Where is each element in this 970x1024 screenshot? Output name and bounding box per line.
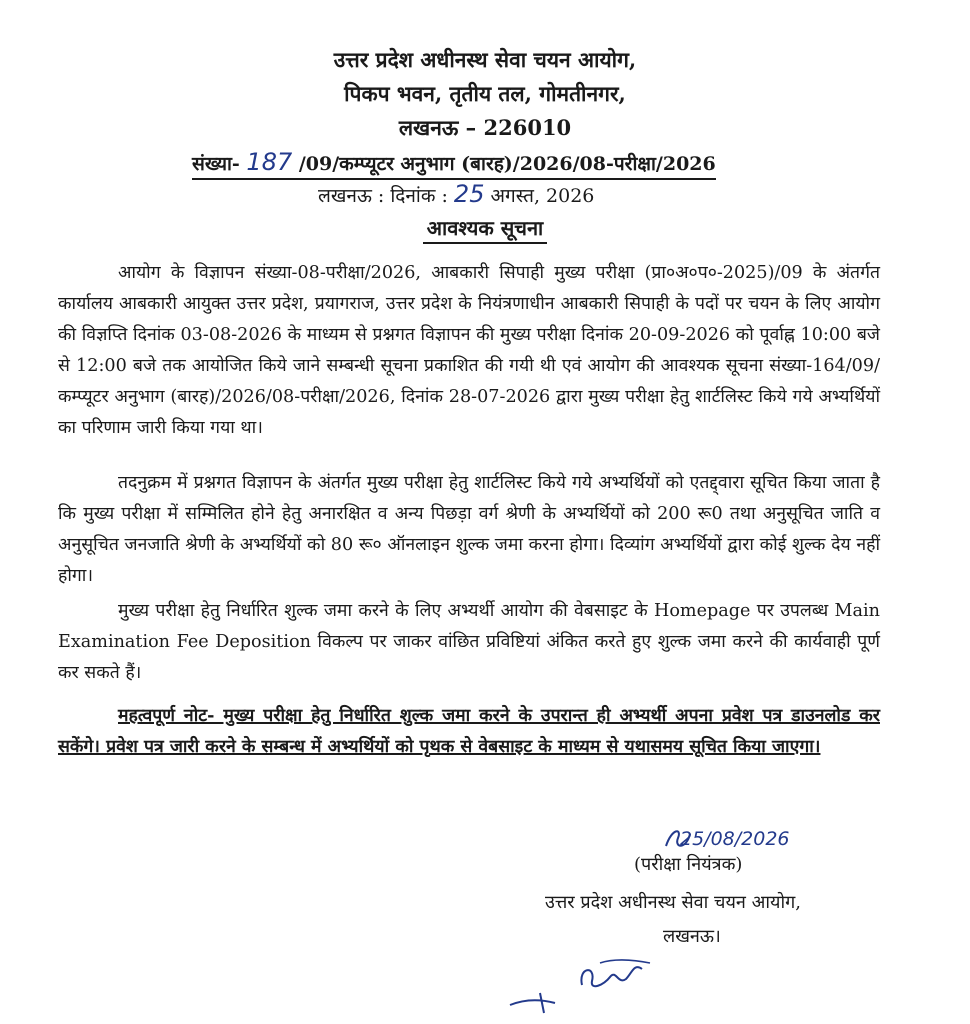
reference-suffix: /09/कम्प्यूटर अनुभाग (बारह)/2026/08-परीक्षा/2026	[298, 153, 716, 175]
important-note-text: महत्वपूर्ण नोट- मुख्य परीक्षा हेतु निर्धारित शुल्क जमा करने के उपरान्त ही अभ्यर्थी अपना प्रवेश पत्र डाउनलोड कर सकेंगे। प्रवेश पत्र जारी करने के सम्बन्ध में अभ्यर्थियों को पृथक से वेबसाइट के माध्यम से यथासमय सूचित किया जाएगा।	[58, 705, 880, 757]
signer-city: लखनऊ।	[663, 926, 721, 947]
header-address: पिकप भवन, तृतीय तल, गोमतीनगर,	[344, 81, 626, 106]
paragraph-3: मुख्य परीक्षा हेतु निर्धारित शुल्क जमा करने के लिए अभ्यर्थी आयोग की वेबसाइट के Homepage पर उपलब्ध Main Examination Fee Deposition विकल्प पर जाकर वांछित प्रविष्टियां अंकित करते हुए शुल्क जमा करने की कार्यवाही पूर्ण कर सकते हैं।	[58, 601, 880, 683]
signature-handwritten-date: 25/08/2026	[680, 828, 790, 850]
notice-title-text: आवश्यक सूचना	[423, 216, 547, 244]
header-org-name: उत्तर प्रदेश अधीनस्थ सेवा चयन आयोग,	[333, 47, 637, 72]
signer-organization: उत्तर प्रदेश अधीनस्थ सेवा चयन आयोग,	[545, 892, 801, 913]
date-handwritten-day: 25	[453, 180, 485, 208]
reference-handwritten-number: 187	[246, 148, 293, 176]
notice-title	[0, 214, 970, 241]
signer-designation: (परीक्षा नियंत्रक)	[634, 854, 743, 875]
reference-number	[192, 148, 716, 180]
header-city-pin: लखनऊ – 226010	[398, 115, 572, 140]
important-note	[58, 700, 880, 762]
paragraph-2: तदनुक्रम में प्रश्नगत विज्ञापन के अंतर्गत मुख्य परीक्षा हेतु शार्टलिस्ट किये गये अभ्यर्थियों को एतद्द्वारा सूचित किया जाता है कि मुख्य परीक्षा में सम्मिलित होने हेतु अनारक्षित व अन्य पिछड़ा वर्ग श्रेणी के अभ्यर्थियों को 200 रू0 तथा अनुसूचित जाति व अनुसूचित जनजाति श्रेणी के अभ्यर्थियों को 80 रू० ऑनलाइन शुल्क जमा करना होगा। दिव्यांग अभ्यर्थियों द्वारा कोई शुल्क देय नहीं होगा।	[58, 473, 880, 586]
reference-prefix: संख्या-	[192, 153, 240, 175]
date-prefix: लखनऊ : दिनांक :	[318, 185, 448, 207]
date-line	[318, 180, 594, 208]
date-suffix: अगस्त, 2026	[490, 185, 595, 207]
initials-scribble-icon	[500, 955, 700, 1024]
paragraph-1: आयोग के विज्ञापन संख्या-08-परीक्षा/2026, आबकारी सिपाही मुख्य परीक्षा (प्रा०अ०प०-2025)/09 के अंतर्गत कार्यालय आबकारी आयुक्त उत्तर प्रदेश, प्रयागराज, उत्तर प्रदेश के नियंत्रणाधीन आबकारी सिपाही के पदों पर चयन के लिए आयोग की विज्ञप्ति दिनांक 03-08-2026 के माध्यम से प्रश्नगत विज्ञापन की मुख्य परीक्षा दिनांक 20-09-2026 को पूर्वाह्न 10:00 बजे से 12:00 बजे तक आयोजित किये जाने सम्बन्धी सूचना प्रकाशित की गयी थी एवं आयोग की आवश्यक सूचना संख्या-164/09/कम्प्यूटर अनुभाग (बारह)/2026/08-परीक्षा/2026, दिनांक 28-07-2026 द्वारा मुख्य परीक्षा हेतु शार्टलिस्ट किये गये अभ्यर्थियों का परिणाम जारी किया गया था।	[58, 263, 880, 438]
